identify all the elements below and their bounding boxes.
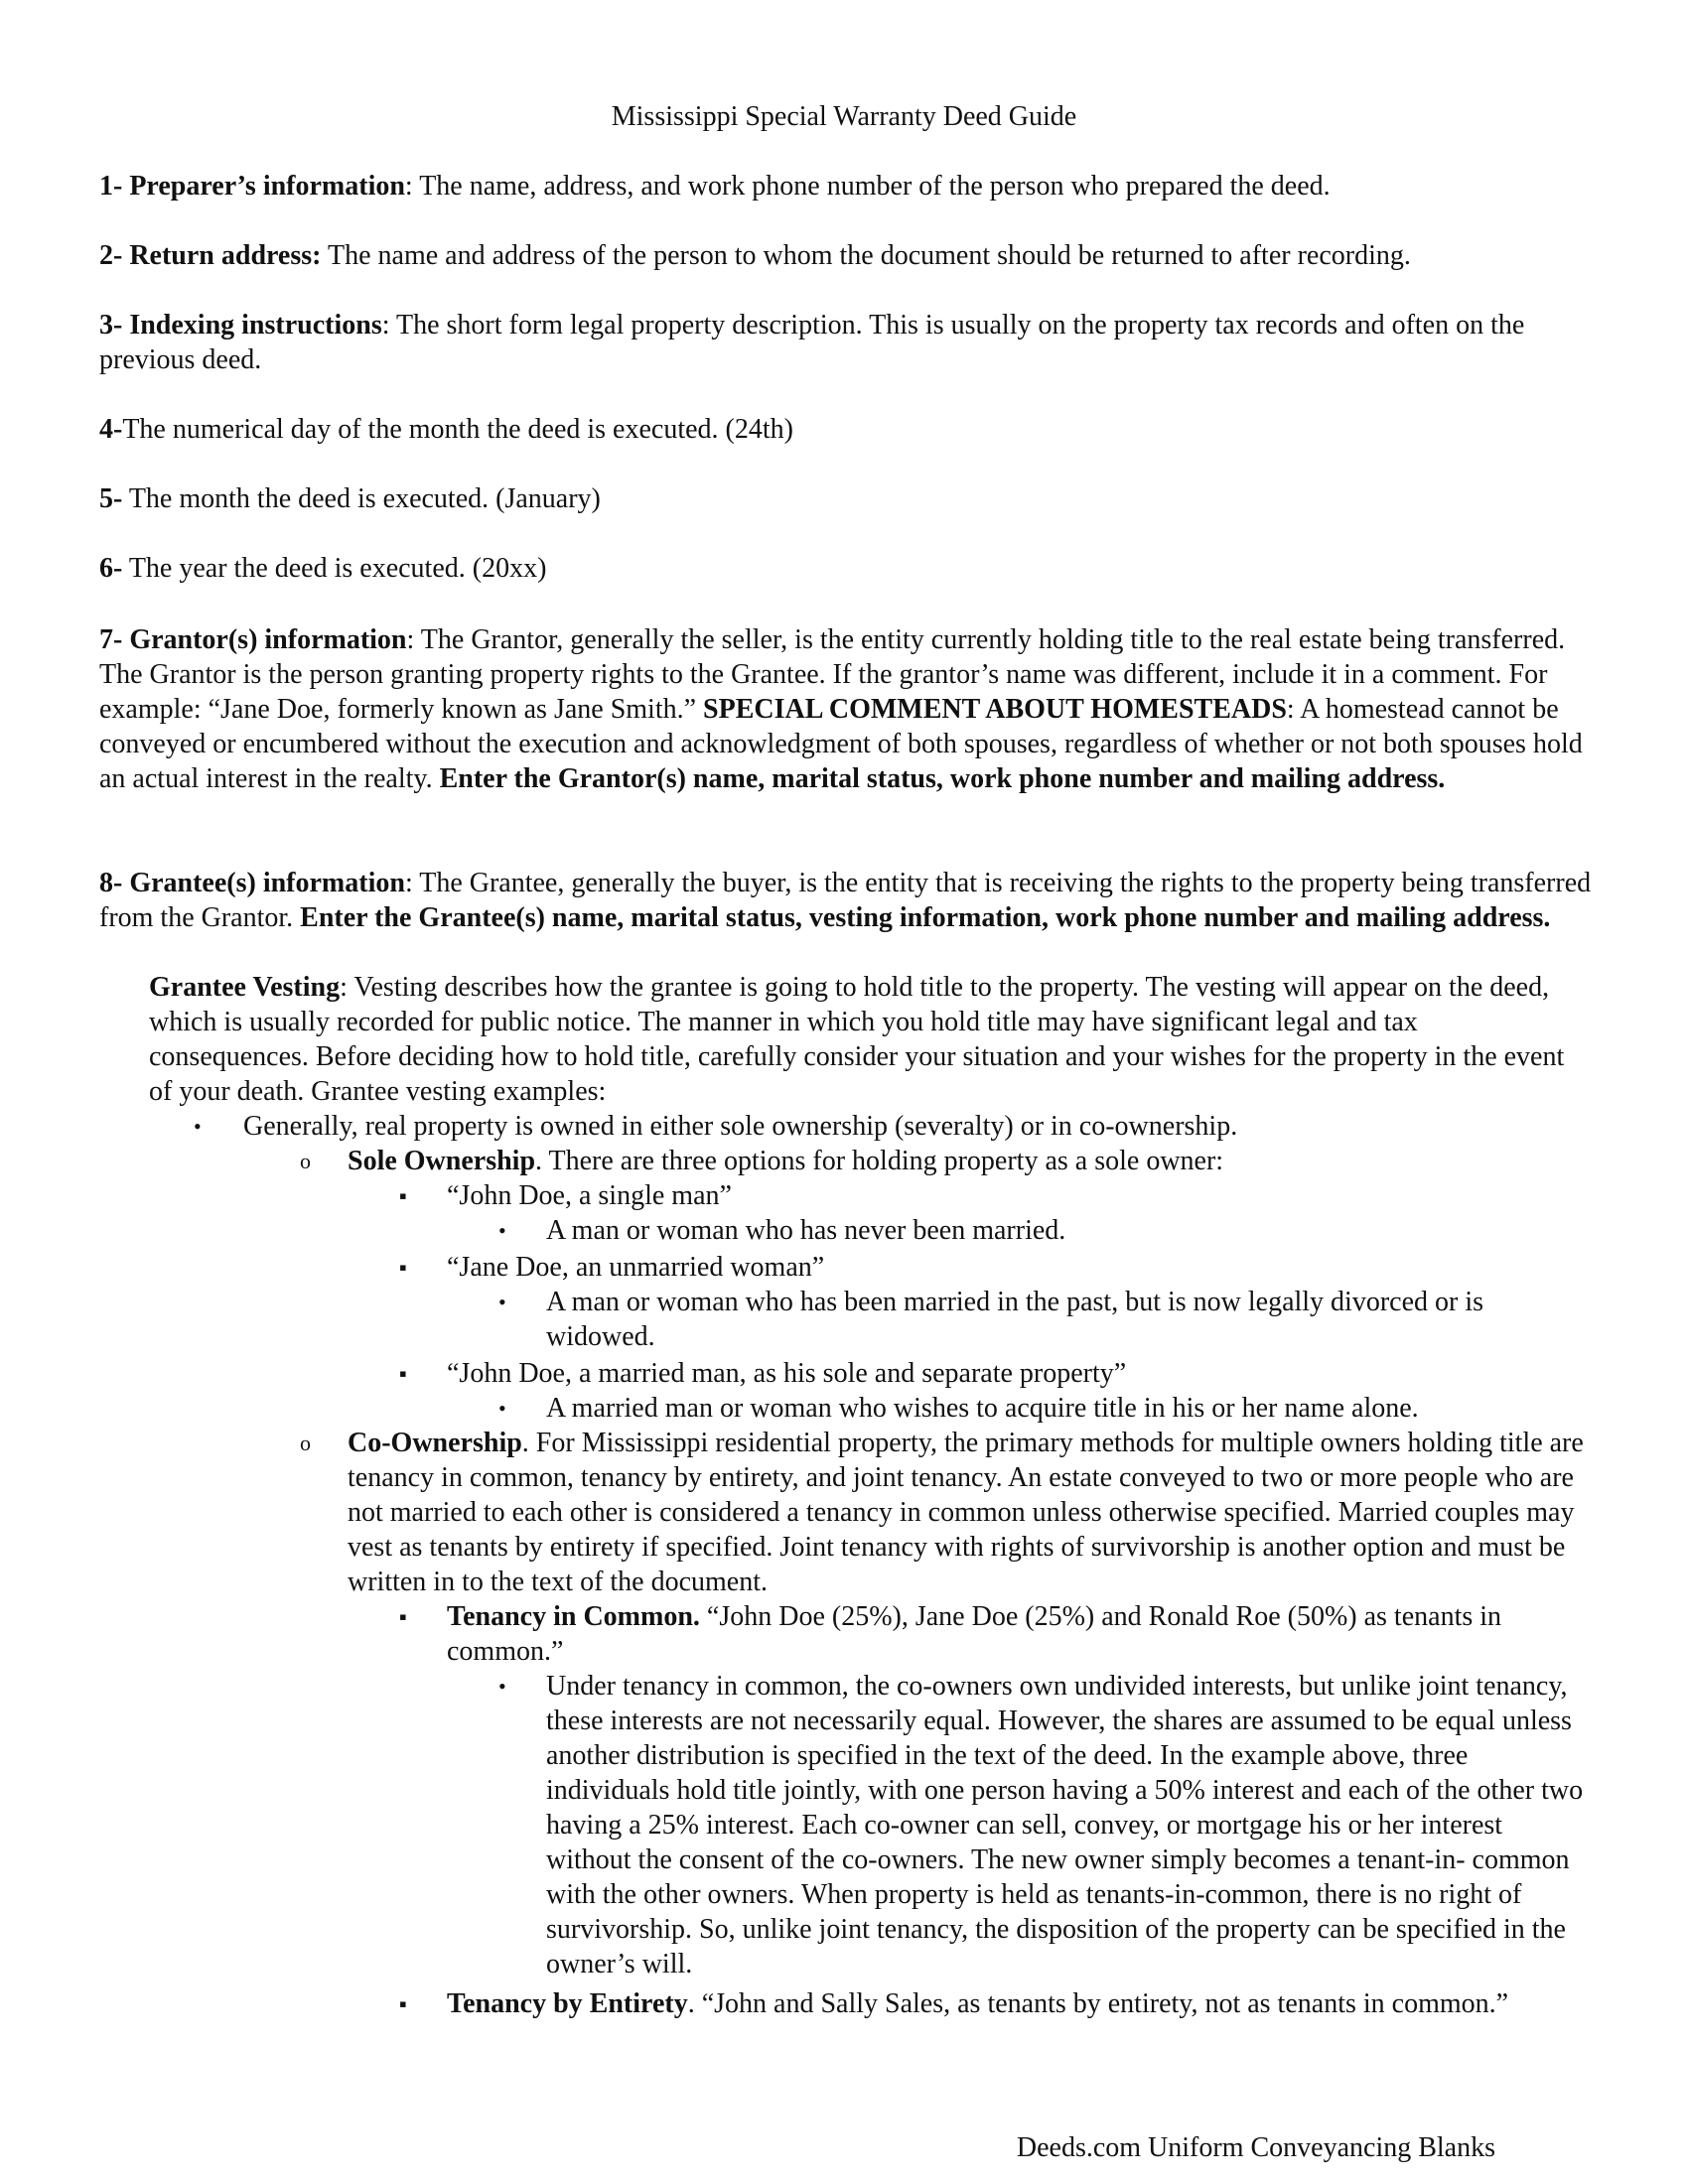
example-married-man: “John Doe, a married man, as his sole and separate property” [447, 1358, 1127, 1389]
sole-ownership-text: . There are three options for holding property as a sole owner: [535, 1146, 1224, 1176]
square-bullet-icon: ▪ [399, 1183, 407, 1208]
section-8-grantee [99, 866, 1597, 935]
section-7-grantor [99, 622, 1597, 796]
section-6-label: 6- [99, 553, 123, 584]
section-1-text: : The name, address, and work phone number of the person who prepared the deed. [404, 171, 1331, 202]
bullet-icon: • [498, 1396, 506, 1421]
example-single-man: “John Doe, a single man” [447, 1180, 732, 1211]
page-footer: Deeds.com Uniform Conveyancing Blanks [1016, 2132, 1495, 2163]
section-3-label: 3- Indexing instructions [99, 310, 382, 341]
grantee-vesting-label: Grantee Vesting [149, 972, 341, 1003]
section-4-text: The numerical day of the month the deed is executed. (24th) [122, 414, 793, 445]
tenancy-by-entirety-item [447, 1986, 1509, 2021]
homestead-text: : A homestead cannot be conveyed or encumbered without the execution and acknowledgment of both spouses, regardless of whether or not both spouses hold an actual interest in the realty. [99, 694, 1583, 794]
square-bullet-icon: ▪ [399, 1361, 407, 1386]
example-single-man-desc: A man or woman who has never been married. [546, 1215, 1066, 1246]
section-7-label: 7- Grantor(s) information [99, 624, 407, 655]
tenancy-in-common-label: Tenancy in Common. [447, 1601, 700, 1632]
co-ownership-label: Co-Ownership [348, 1428, 522, 1458]
grantee-vesting [149, 970, 1579, 1109]
sole-ownership-item [348, 1144, 1589, 1178]
section-2-label: 2- Return address: [99, 240, 322, 271]
sole-ownership-label: Sole Ownership [348, 1146, 536, 1176]
section-7-text: : The Grantor, generally the seller, is the entity currently holding title to the real estate being transferred. The Grantor is the person granting property rights to the Grantee. If the grantor’s name was different, include it in a comment. For example: “Jane Doe, formerly known as Jane Smith.” [99, 624, 1566, 725]
example-unmarried-woman-desc: A man or woman who has been married in the past, but is now legally divorced or is widowed. [546, 1287, 1484, 1352]
square-bullet-icon: ▪ [399, 1255, 407, 1280]
section-7-enter: Enter the Grantor(s) name, marital status, work phone number and mailing address. [439, 763, 1446, 794]
section-6-year [99, 551, 1597, 586]
bullet-icon: • [498, 1674, 506, 1699]
document-title: Mississippi Special Warranty Deed Guide [611, 101, 1077, 132]
section-8-label: 8- Grantee(s) information [99, 868, 405, 898]
example-married-man-desc: A married man or woman who wishes to acquire title in his or her name alone. [546, 1393, 1419, 1424]
section-4-day [99, 412, 1597, 447]
bullet-icon: • [498, 1290, 506, 1314]
section-5-month [99, 481, 1597, 516]
section-3-indexing [99, 308, 1597, 377]
bullet-icon: • [194, 1114, 202, 1139]
section-2-return-address [99, 238, 1597, 273]
tenancy-in-common-desc: Under tenancy in common, the co-owners own undivided interests, but unlike joint tenancy, these interests are not necessarily equal. However, the shares are assumed to be equal unless another distribution is specified in the text of the deed. In the example above, three individuals hold title jointly, with one person having a 50% interest and each of the other two having a 25% interest. Each co-owner can sell, convey, or mortgage his or her interest without the consent of the co-owners. The new owner simply becomes a tenant-in- common with the other owners. When property is held as tenants-in-common, there is no right of survivorship. So, unlike joint tenancy, the disposition of the property can be specified in the owner’s will. [546, 1671, 1584, 1979]
tenancy-by-entirety-label: Tenancy by Entirety [447, 1988, 688, 2019]
section-2-text: The name and address of the person to whom the document should be returned to after recording. [321, 240, 1411, 271]
co-ownership-text: . For Mississippi residential property, the primary methods for multiple owners holding title are tenancy in common, tenancy by entirety, and joint tenancy. An estate conveyed to two or more people who are not married to each other is considered a tenancy in common unless otherwise specified. Married couples may vest as tenants by entirety if specified. Joint tenancy with rights of survivorship is another option and must be written in to the text of the document. [348, 1428, 1584, 1597]
tenancy-by-entirety-text: . “John and Sally Sales, as tenants by entirety, not as tenants in common.” [687, 1988, 1509, 2019]
circle-bullet-icon: o [300, 1431, 311, 1455]
tenancy-in-common-item [447, 1599, 1509, 1669]
circle-bullet-icon: o [300, 1149, 311, 1173]
section-6-text: The year the deed is executed. (20xx) [122, 553, 547, 584]
section-1-preparer [99, 169, 1597, 204]
section-5-label: 5- [99, 483, 123, 514]
example-unmarried-woman: “Jane Doe, an unmarried woman” [447, 1252, 825, 1283]
square-bullet-icon: ▪ [399, 1991, 407, 2016]
general-ownership-item: Generally, real property is owned in either sole ownership (severalty) or in co-ownership. [243, 1111, 1238, 1142]
section-5-text: The month the deed is executed. (January) [122, 483, 601, 514]
tenancy-in-common-text: “John Doe (25%), Jane Doe (25%) and Ronald Roe (50%) as tenants in common.” [447, 1601, 1502, 1667]
section-4-label: 4- [99, 414, 123, 445]
bullet-icon: • [498, 1218, 506, 1243]
section-1-label: 1- Preparer’s information [99, 171, 405, 202]
section-8-text: : The Grantee, generally the buyer, is the entity that is receiving the rights to the property being transferred from the Grantor. [99, 868, 1592, 933]
section-8-enter: Enter the Grantee(s) name, marital status, vesting information, work phone number and mailing address. [300, 902, 1551, 933]
section-3-text: : The short form legal property description. This is usually on the property tax records and often on the previous deed. [99, 310, 1525, 375]
co-ownership-item [348, 1426, 1589, 1599]
square-bullet-icon: ▪ [399, 1604, 407, 1629]
grantee-vesting-text: : Vesting describes how the grantee is going to hold title to the property. The vesting will appear on the deed, which is usually recorded for public notice. The manner in which you hold title may have significant legal and tax consequences. Before deciding how to hold title, carefully consider your situation and your wishes for the property in the event of your death. Grantee vesting examples: [149, 972, 1565, 1107]
homestead-label: SPECIAL COMMENT ABOUT HOMESTEADS [703, 694, 1287, 725]
